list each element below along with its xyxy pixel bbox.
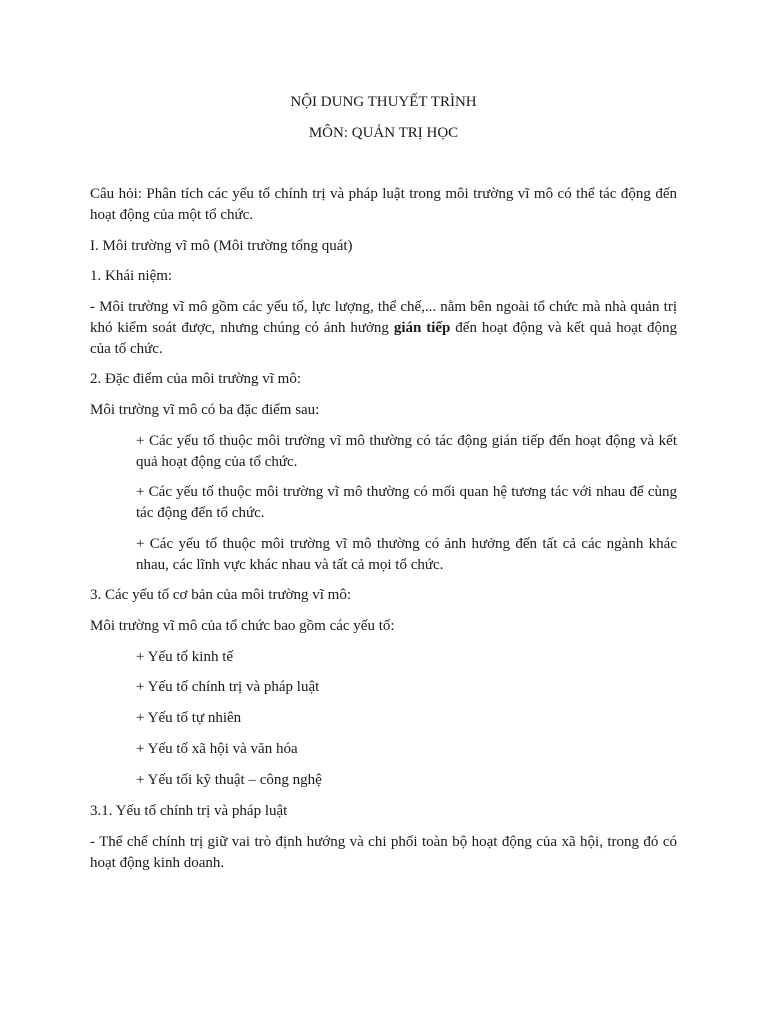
section-1-heading: I. Môi trường vĩ mô (Môi trường tổng quát) [90, 238, 353, 254]
concept-text-bold: gián tiếp [393, 320, 451, 336]
document-subtitle: MÔN: QUẢN TRỊ HỌC [308, 125, 459, 141]
subsection-paragraph: - Thể chế chính trị giữ vai trò định hướng và chi phối toàn bộ hoạt động của xã hội, trong đó có hoạt động kinh doanh. [90, 834, 677, 871]
concept-heading: 1. Khái niệm: [90, 268, 173, 284]
feature-item: + Các yếu tố thuộc môi trường vĩ mô thường có ảnh hưởng đến tất cả các ngành khác nhau, các lĩnh vực khác nhau và tất cả mọi tổ chức. [136, 536, 677, 573]
factor-item: + Yếu tối kỹ thuật – công nghệ [136, 772, 322, 788]
factors-intro: Môi trường vĩ mô của tổ chức bao gồm các yếu tố: [90, 618, 395, 634]
concept-text-before: - Môi trường vĩ mô gồm các yếu tố, lực lượng, thể chế,... nằm bên ngoài tổ chức mà nhà quản trị khó kiểm soát được, nhưng chúng có ảnh hưởng [90, 299, 677, 336]
question-paragraph: Câu hỏi: Phân tích các yếu tố chính trị và pháp luật trong môi trường vĩ mô có thể tác động đến hoạt động của một tổ chức. [90, 186, 677, 223]
feature-item: + Các yếu tố thuộc môi trường vĩ mô thường có tác động gián tiếp đến hoạt động và kết quả hoạt động của tổ chức. [136, 433, 677, 470]
features-heading: 2. Đặc điểm của môi trường vĩ mô: [90, 371, 302, 387]
factors-heading: 3. Các yếu tố cơ bản của môi trường vĩ mô: [90, 587, 352, 603]
features-intro: Môi trường vĩ mô có ba đặc điểm sau: [90, 402, 320, 418]
subsection-heading: 3.1. Yếu tố chính trị và pháp luật [90, 803, 288, 819]
factor-item: + Yếu tố chính trị và pháp luật [136, 679, 320, 695]
feature-item: + Các yếu tố thuộc môi trường vĩ mô thường có mối quan hệ tương tác với nhau để cùng tác động đến tổ chức. [136, 484, 677, 521]
concept-text-after: đến hoạt động và kết quả hoạt động của tổ chức. [90, 320, 677, 357]
factor-item: + Yếu tố tự nhiên [136, 710, 242, 726]
factor-item: + Yếu tố kinh tế [136, 649, 234, 665]
factor-item: + Yếu tố xã hội và văn hóa [136, 741, 298, 757]
document-title: NỘI DUNG THUYẾT TRÌNH [290, 94, 477, 110]
concept-paragraph [90, 297, 677, 360]
